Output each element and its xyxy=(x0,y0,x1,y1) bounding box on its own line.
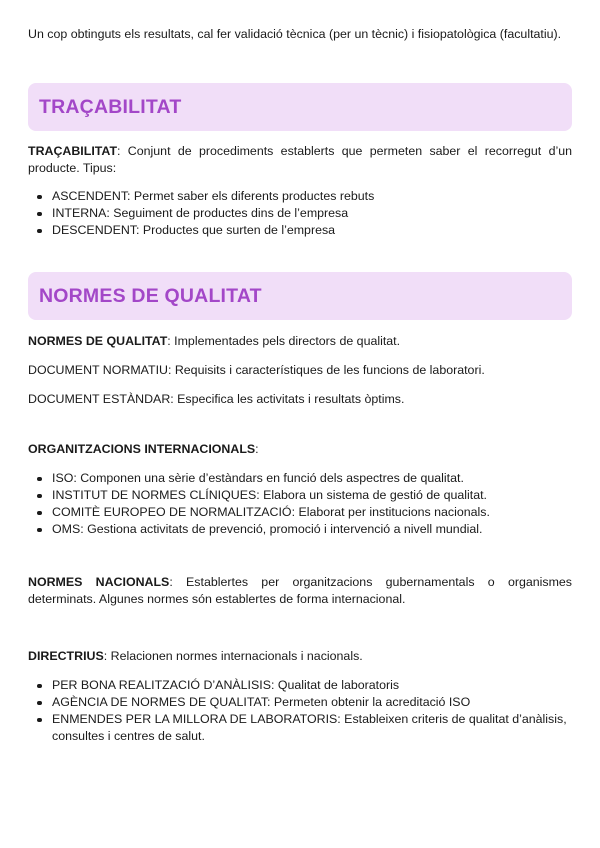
list-item: COMITÈ EUROPEO DE NORMALITZACIÓ: Elaborat per institucions nacionals. xyxy=(28,504,572,521)
list-item: DESCENDENT: Productes que surten de l’empresa xyxy=(28,222,572,239)
section-banner-quality xyxy=(28,272,572,320)
list-item: OMS: Gestiona activitats de prevenció, promoció i intervenció a nivell mundial. xyxy=(28,521,572,538)
directives-list xyxy=(28,677,572,745)
list-item: AGÈNCIA DE NORMES DE QUALITAT: Permeten obtenir la acreditació ISO xyxy=(28,694,572,711)
document-page xyxy=(28,26,572,745)
section-heading-traceability: TRAÇABILITAT xyxy=(39,95,182,118)
directives-term: DIRECTRIUS xyxy=(28,649,104,663)
list-item: ENMENDES PER LA MILLORA DE LABORATORIS: Estableixen criteris de qualitat d’anàlisis, consultes i centres de salut. xyxy=(28,711,572,745)
national-norms xyxy=(28,574,572,608)
intl-orgs-heading xyxy=(28,441,572,458)
quality-definition xyxy=(28,333,572,350)
intl-orgs-term: ORGANITZACIONS INTERNACIONALS xyxy=(28,442,256,456)
list-item: INSTITUT DE NORMES CLÍNIQUES: Elabora un sistema de gestió de qualitat. xyxy=(28,487,572,504)
traceability-definition-text: : Conjunt de procediments establerts que permeten saber el recorregut d’un producte. Tipus: xyxy=(28,144,572,175)
list-item: INTERNA: Seguiment de productes dins de l’empresa xyxy=(28,205,572,222)
national-norms-term: NORMES NACIONALS xyxy=(28,575,170,589)
quality-term: NORMES DE QUALITAT xyxy=(28,334,168,348)
list-item: ISO: Componen una sèrie d’estàndars en funció dels aspectres de qualitat. xyxy=(28,470,572,487)
list-item: PER BONA REALITZACIÓ D’ANÀLISIS: Qualitat de laboratoris xyxy=(28,677,572,694)
section-banner-traceability xyxy=(28,83,572,131)
intl-orgs-list xyxy=(28,470,572,538)
directives-text: : Relacionen normes internacionals i nacionals. xyxy=(103,649,363,663)
traceability-list xyxy=(28,188,572,239)
quality-definition-text: : Implementades pels directors de qualitat. xyxy=(167,334,401,348)
traceability-term: TRAÇABILITAT xyxy=(28,144,118,158)
doc-normatiu: DOCUMENT NORMATIU: Requisits i característiques de les funcions de laboratori. xyxy=(28,363,485,377)
doc-estandard: DOCUMENT ESTÀNDAR: Especifica les activitats i resultats òptims. xyxy=(28,392,405,406)
directives xyxy=(28,648,572,665)
intl-orgs-suffix: : xyxy=(255,442,259,456)
intro-paragraph: Un cop obtinguts els resultats, cal fer validació tècnica (per un tècnic) i fisiopatològica (facultatiu). xyxy=(28,27,562,41)
list-item: ASCENDENT: Permet saber els diferents productes rebuts xyxy=(28,188,572,205)
national-norms-text: : Establertes per organitzacions gubernamentals o organismes determinats. Algunes normes són establertes de forma internacional. xyxy=(28,575,573,606)
section-heading-quality: NORMES DE QUALITAT xyxy=(39,284,262,307)
traceability-definition xyxy=(28,143,572,177)
